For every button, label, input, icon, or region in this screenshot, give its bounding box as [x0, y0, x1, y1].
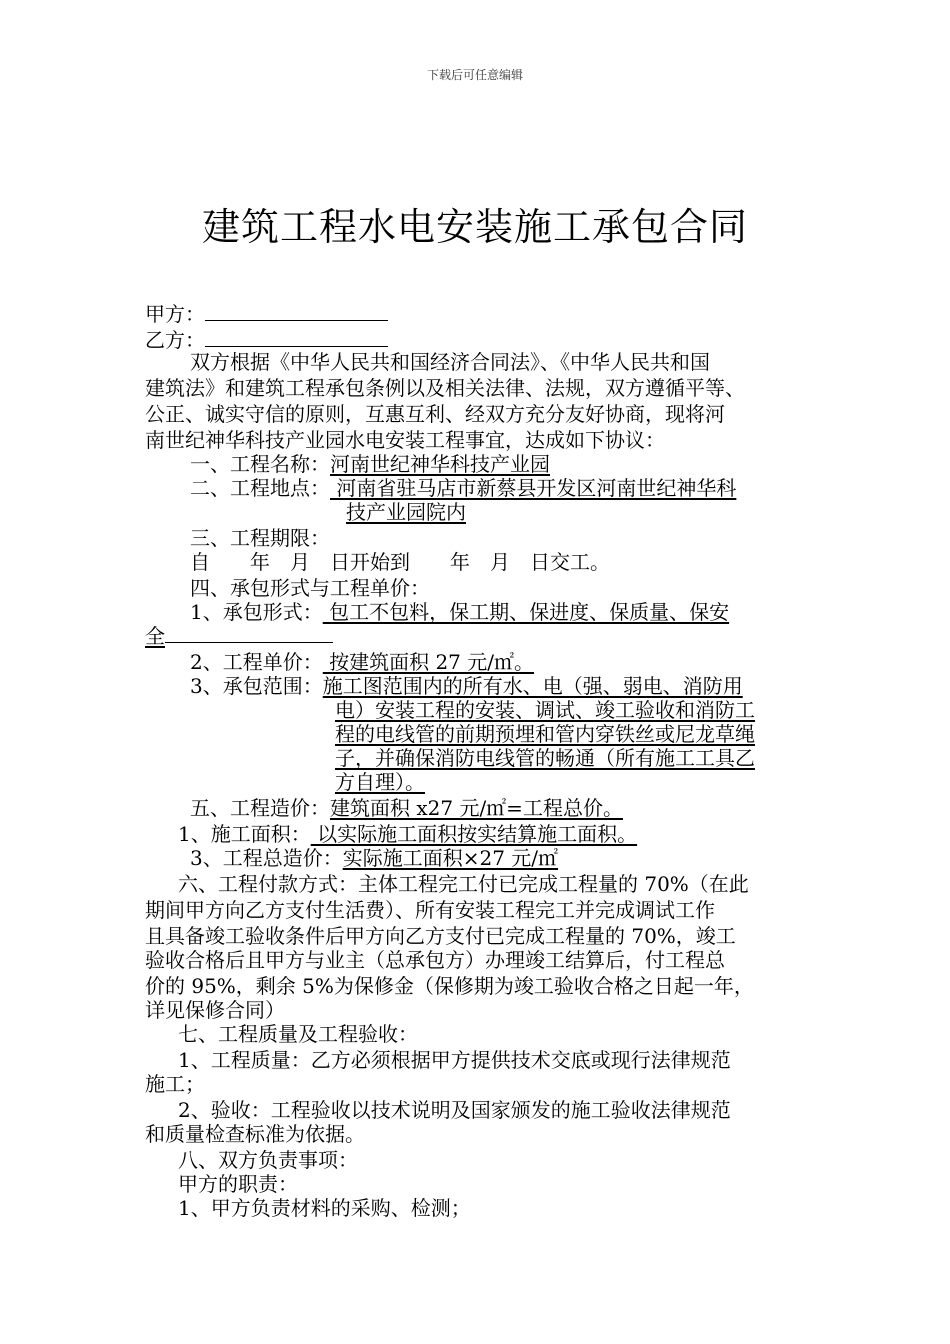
- page-header: 下载后可任意编辑: [426, 68, 523, 82]
- project-cost-value: 建筑面积 x27 元/㎡=工程总价。: [330, 796, 623, 820]
- project-location-label: 二、工程地点：: [190, 476, 330, 500]
- intro-line: 双方根据《中华人民共和国经济合同法》、《中华人民共和国: [190, 350, 710, 374]
- section-project-location: [190, 476, 736, 500]
- total-cost-value: 实际施工面积×27 元/㎡: [342, 846, 559, 870]
- construction-area-value: 以实际施工面积按实结算施工面积。: [310, 822, 638, 846]
- section-project-cost: [190, 796, 623, 820]
- payment-terms-line: 验收合格后且甲方与业主（总承包方）办理竣工结算后，付工程总: [145, 948, 725, 972]
- section-quality: 七、工程质量及工程验收：: [178, 1022, 418, 1046]
- scope-value-cont: 方自理）。: [335, 770, 425, 794]
- project-cost-label: 五、工程造价：: [190, 796, 330, 820]
- scope-label: 3、承包范围：: [190, 674, 323, 698]
- acceptance-line: 2、验收：工程验收以技术说明及国家颁发的施工验收法律规范: [178, 1098, 731, 1122]
- contract-form-label: 1、承包形式：: [190, 600, 323, 624]
- section-project-period: 三、工程期限：: [190, 526, 330, 550]
- payment-terms-line: 价的 95%，剩余 5%为保修金（保修期为竣工验收合格之日起一年，: [145, 974, 754, 998]
- party-b-label: 乙方：: [145, 328, 205, 352]
- party-b-line: [145, 328, 388, 352]
- intro-line: 南世纪神华科技产业园水电安装工程事宜，达成如下协议：: [145, 428, 665, 452]
- scope-value-cont: 子，并确保消防电线管的畅通（所有施工工具乙: [335, 746, 755, 770]
- section-responsibilities: 八、双方负责事项：: [178, 1148, 358, 1172]
- total-cost-label: 3、工程总造价：: [190, 846, 343, 870]
- project-period-value: 自 年 月 日开始到 年 月 日交工。: [190, 550, 610, 574]
- construction-area-line: [178, 822, 637, 846]
- party-a-line: [145, 302, 388, 326]
- intro-line: 建筑法》和建筑工程承包条例以及相关法律、法规，双方遵循平等、: [145, 376, 745, 400]
- contract-form-line: [190, 600, 729, 624]
- project-name-value: 河南世纪神华科技产业园: [330, 452, 550, 476]
- party-a-blank[interactable]: [205, 302, 388, 321]
- contract-form-value: 包工不包料，保工期、保进度、保质量、保安: [322, 600, 730, 624]
- section-contract-form: 四、承包形式与工程单价：: [190, 576, 430, 600]
- construction-area-label: 1、施工面积：: [178, 822, 311, 846]
- payment-terms-line: 六、工程付款方式：主体工程完工付已完成工程量的 70%（在此: [178, 872, 749, 896]
- party-b-blank[interactable]: [205, 328, 388, 347]
- project-location-value-cont: 技产业园院内: [346, 500, 466, 524]
- scope-value-cont: 电）安装工程的安装、调试、竣工验收和消防工: [335, 698, 755, 722]
- party-a-label: 甲方：: [145, 302, 205, 326]
- unit-price-line: [190, 650, 534, 674]
- scope-value: 施工图范围内的所有水、电（强、弱电、消防用: [322, 674, 743, 698]
- payment-terms-line: 期间甲方向乙方支付生活费）、所有安装工程完工并完成调试工作: [145, 898, 715, 922]
- unit-price-value: 按建筑面积 27 元/㎡。: [322, 650, 534, 674]
- quality-line: 1、工程质量：乙方必须根据甲方提供技术交底或现行法律规范: [178, 1048, 731, 1072]
- quality-line: 施工；: [145, 1072, 205, 1096]
- document-title: 建筑工程水电安装施工承包合同: [201, 205, 748, 249]
- payment-terms-line: 详见保修合同）: [145, 998, 285, 1022]
- party-a-duties-label: 甲方的职责：: [178, 1172, 298, 1196]
- contract-form-blank: [165, 626, 333, 643]
- scope-line: [190, 674, 743, 698]
- unit-price-label: 2、工程单价：: [190, 650, 323, 674]
- payment-terms-line: 且具备竣工验收条件后甲方向乙方支付已完成工程量的 70%，竣工: [145, 924, 736, 948]
- party-a-duty-item: 1、甲方负责材料的采购、检测；: [178, 1196, 471, 1220]
- intro-line: 公正、诚实守信的原则，互惠互利、经双方充分友好协商，现将河: [145, 402, 725, 426]
- project-location-value: 河南省驻马店市新蔡县开发区河南世纪神华科: [330, 476, 737, 500]
- acceptance-line: 和质量检查标准为依据。: [145, 1122, 365, 1146]
- scope-value-cont: 程的电线管的前期预埋和管内穿铁丝或尼龙草绳: [335, 722, 755, 746]
- project-name-label: 一、工程名称：: [190, 452, 330, 476]
- section-project-name: [190, 452, 550, 476]
- contract-form-value-cont: 全: [145, 624, 333, 648]
- total-cost-line: [190, 846, 558, 870]
